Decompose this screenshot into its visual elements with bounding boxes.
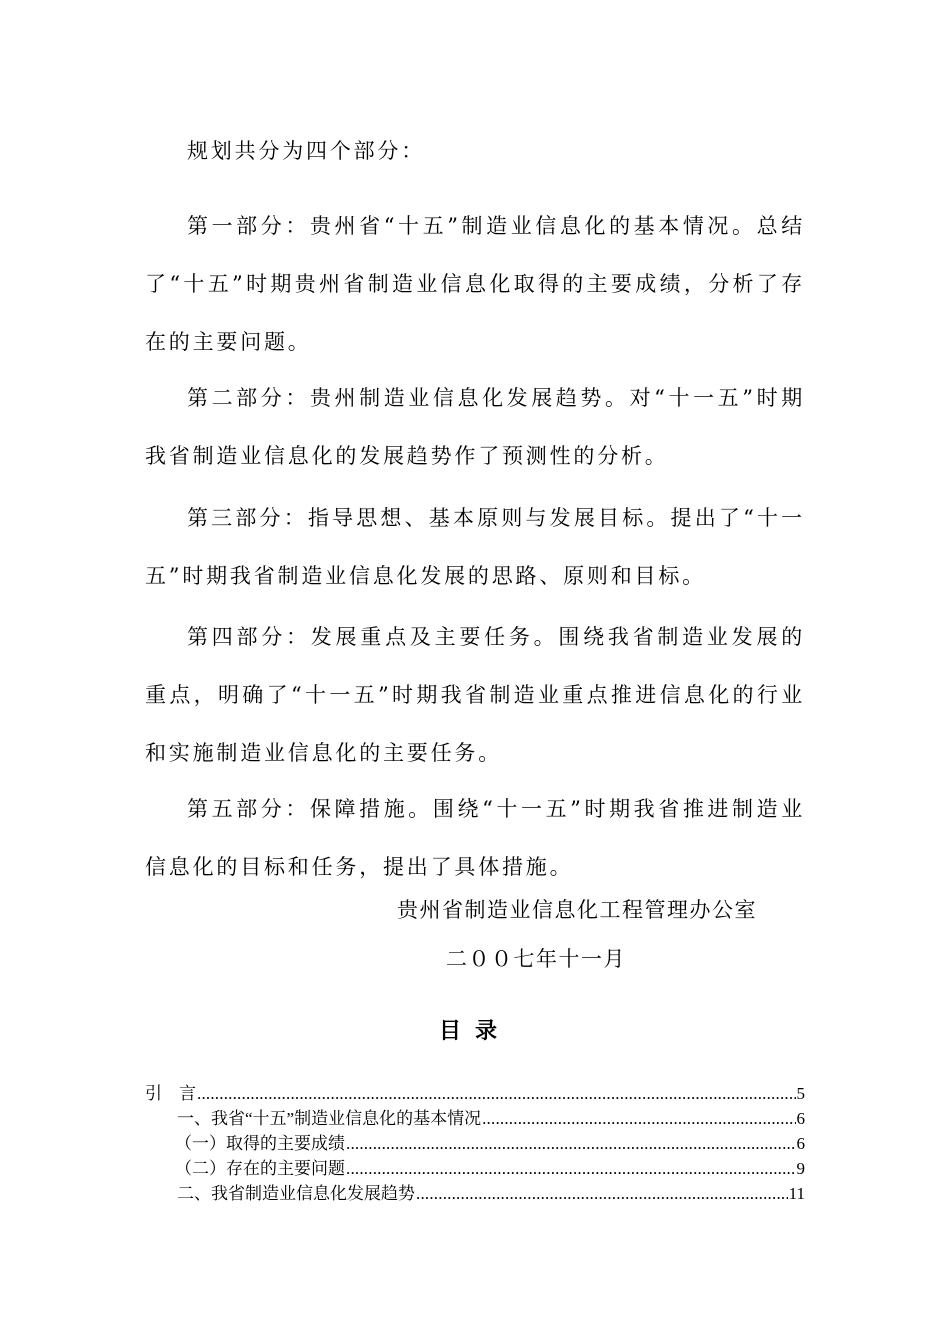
toc-entry-page: 5 xyxy=(796,1084,805,1103)
signature-date: 二００七年十一月 xyxy=(446,947,626,971)
toc-entry-page: 9 xyxy=(796,1159,805,1178)
toc-entry-page: 6 xyxy=(796,1109,805,1128)
toc-leader-dots xyxy=(346,1133,796,1155)
table-of-contents xyxy=(145,1080,805,1205)
part-three-paragraph: 第三部分：指导思想、基本原则与发展目标。提出了“十一五”时期我省制造业信息化发展的思路、原则和目标。 xyxy=(145,506,805,588)
toc-leader-dots xyxy=(482,1108,795,1130)
toc-entry-page: 11 xyxy=(788,1184,805,1203)
toc-leader-dots xyxy=(197,1083,796,1105)
part-two-paragraph: 第二部分：贵州制造业信息化发展趋势。对“十一五”时期我省制造业信息化的发展趋势作了预测性的分析。 xyxy=(145,386,805,468)
toc-entry-page: 6 xyxy=(796,1134,805,1153)
toc-entry[interactable] xyxy=(145,1180,805,1205)
toc-entry-label: （二）存在的主要问题 xyxy=(175,1159,345,1178)
toc-entry-label: 引 言 xyxy=(145,1084,196,1103)
toc-entry-label: 一、我省“十五”制造业信息化的基本情况 xyxy=(177,1109,482,1128)
toc-entry[interactable] xyxy=(145,1105,805,1130)
toc-title: 目录 xyxy=(438,1018,511,1044)
toc-entry-label: （一）取得的主要成绩 xyxy=(175,1134,345,1153)
part-one-paragraph: 第一部分：贵州省“十五”制造业信息化的基本情况。总结了“十五”时期贵州省制造业信息化取得的主要成绩，分析了存在的主要问题。 xyxy=(145,214,805,354)
part-four-paragraph: 第四部分：发展重点及主要任务。围绕我省制造业发展的重点，明确了“十一五”时期我省制造业重点推进信息化的行业和实施制造业信息化的主要任务。 xyxy=(145,625,805,765)
intro-paragraph: 规划共分为四个部分： xyxy=(187,139,425,163)
toc-entry[interactable] xyxy=(145,1080,805,1105)
toc-leader-dots xyxy=(346,1158,796,1180)
toc-entry[interactable] xyxy=(145,1155,805,1180)
toc-leader-dots xyxy=(416,1183,788,1205)
part-five-paragraph: 第五部分：保障措施。围绕“十一五”时期我省推进制造业信息化的目标和任务，提出了具体措施。 xyxy=(145,797,805,879)
toc-entry-label: 二、我省制造业信息化发展趋势 xyxy=(177,1184,415,1203)
signature-org: 贵州省制造业信息化工程管理办公室 xyxy=(397,898,757,922)
toc-entry[interactable] xyxy=(145,1130,805,1155)
